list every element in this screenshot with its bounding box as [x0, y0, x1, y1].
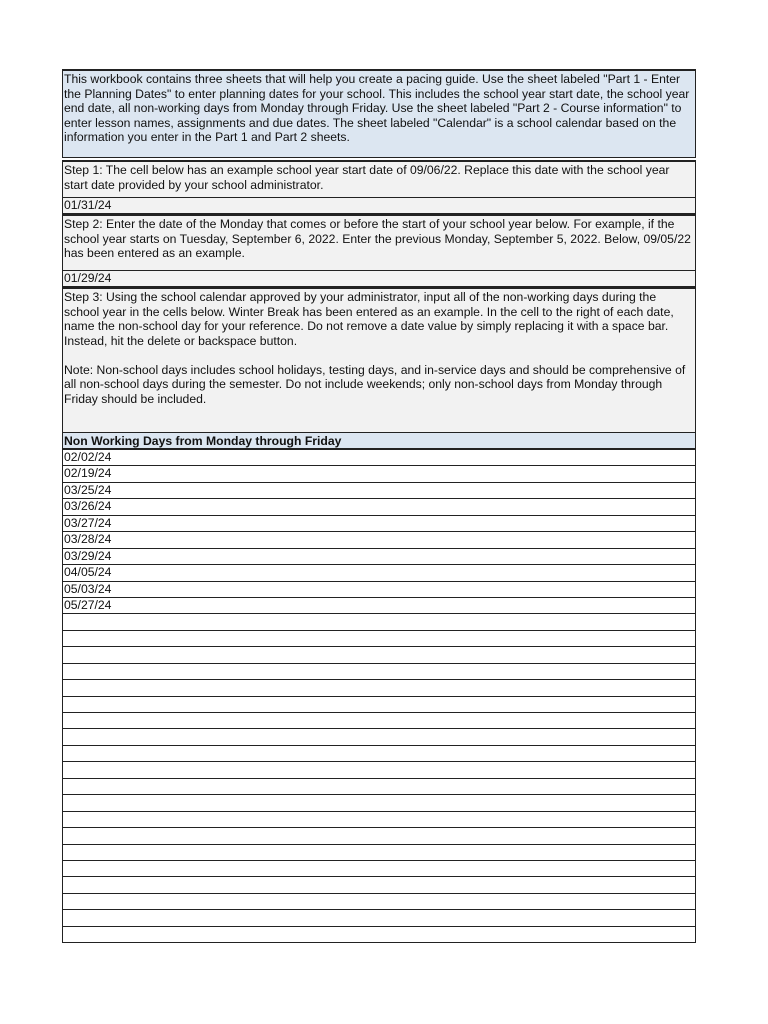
non-working-day-cell[interactable]: 05/27/24	[62, 598, 696, 614]
non-working-day-cell[interactable]: 04/05/24	[62, 565, 696, 581]
non-working-day-cell[interactable]	[62, 664, 696, 680]
step3-text: Step 3: Using the school calendar approved by your administrator, input all of the non-working days during the school year in the cells below. Winter Break has been entered as an example. In the cell to the right of each date, name the non-school day for your reference. Do not remove a date value by simply replacing it with a space bar. Instead, hit the delete or backspace button.	[64, 290, 678, 348]
non-working-day-cell[interactable]	[62, 795, 696, 811]
non-working-day-cell[interactable]: 03/26/24	[62, 499, 696, 515]
non-working-day-cell[interactable]: 03/29/24	[62, 549, 696, 565]
step3-note: Note: Non-school days includes school holidays, testing days, and in-service days and should be comprehensive of all non-school days during the semester. Do not include weekends; only non-school days from Monday through Friday should be included.	[64, 362, 689, 406]
non-working-day-cell[interactable]	[62, 680, 696, 696]
non-working-day-cell[interactable]	[62, 746, 696, 762]
non-working-day-cell[interactable]	[62, 729, 696, 745]
non-working-day-cell[interactable]: 03/28/24	[62, 532, 696, 548]
non-working-day-cell[interactable]: 02/19/24	[62, 466, 696, 482]
non-working-day-cell[interactable]	[62, 614, 696, 630]
school-year-start-date-cell[interactable]: 01/31/24	[62, 198, 696, 214]
non-working-day-cell[interactable]	[62, 877, 696, 893]
non-working-day-cell[interactable]: 02/02/24	[62, 450, 696, 466]
non-working-day-cell[interactable]	[62, 845, 696, 861]
non-working-day-cell[interactable]: 05/03/24	[62, 582, 696, 598]
non-working-day-cell[interactable]	[62, 713, 696, 729]
non-working-day-cell[interactable]	[62, 927, 696, 943]
non-working-day-cell[interactable]	[62, 812, 696, 828]
monday-before-start-date-cell[interactable]: 01/29/24	[62, 271, 696, 287]
non-working-day-cell[interactable]	[62, 861, 696, 877]
non-working-day-cell[interactable]: 03/25/24	[62, 483, 696, 499]
non-working-day-cell[interactable]	[62, 631, 696, 647]
intro-cell[interactable]: This workbook contains three sheets that will help you create a pacing guide. Use the sheet labeled "Part 1 - Enter the Planning Dates" to enter planning dates for your school. This includes the school year start date, the school year end date, all non-working days from Monday through Friday. Use the sheet labeled "Part 2 - Course information" to enter lesson names, assignments and due dates. The sheet labeled "Calendar" is a school calendar based on the information you enter in the Part 1 and Part 2 sheets.	[62, 69, 696, 158]
non-working-day-cell[interactable]	[62, 894, 696, 910]
non-working-day-cell[interactable]	[62, 910, 696, 926]
non-working-days-header[interactable]: Non Working Days from Monday through Friday	[62, 433, 696, 450]
step2-instruction-cell[interactable]: Step 2: Enter the date of the Monday that comes or before the start of your school year below. For example, if the school year starts on Tuesday, September 6, 2022. Enter the previous Monday, September 5, 2022. Below, 09/05/22 has been entered as an example.	[62, 214, 696, 271]
step1-instruction-cell[interactable]: Step 1: The cell below has an example school year start date of 09/06/22. Replace this date with the school year start date provided by your school administrator.	[62, 160, 696, 198]
non-working-day-cell[interactable]: 03/27/24	[62, 516, 696, 532]
non-working-day-cell[interactable]	[62, 697, 696, 713]
non-working-days-list	[62, 450, 696, 943]
non-working-day-cell[interactable]	[62, 647, 696, 663]
spreadsheet	[62, 69, 696, 943]
non-working-day-cell[interactable]	[62, 762, 696, 778]
non-working-day-cell[interactable]	[62, 779, 696, 795]
step3-instruction-cell[interactable]	[62, 287, 696, 433]
non-working-day-cell[interactable]	[62, 828, 696, 844]
